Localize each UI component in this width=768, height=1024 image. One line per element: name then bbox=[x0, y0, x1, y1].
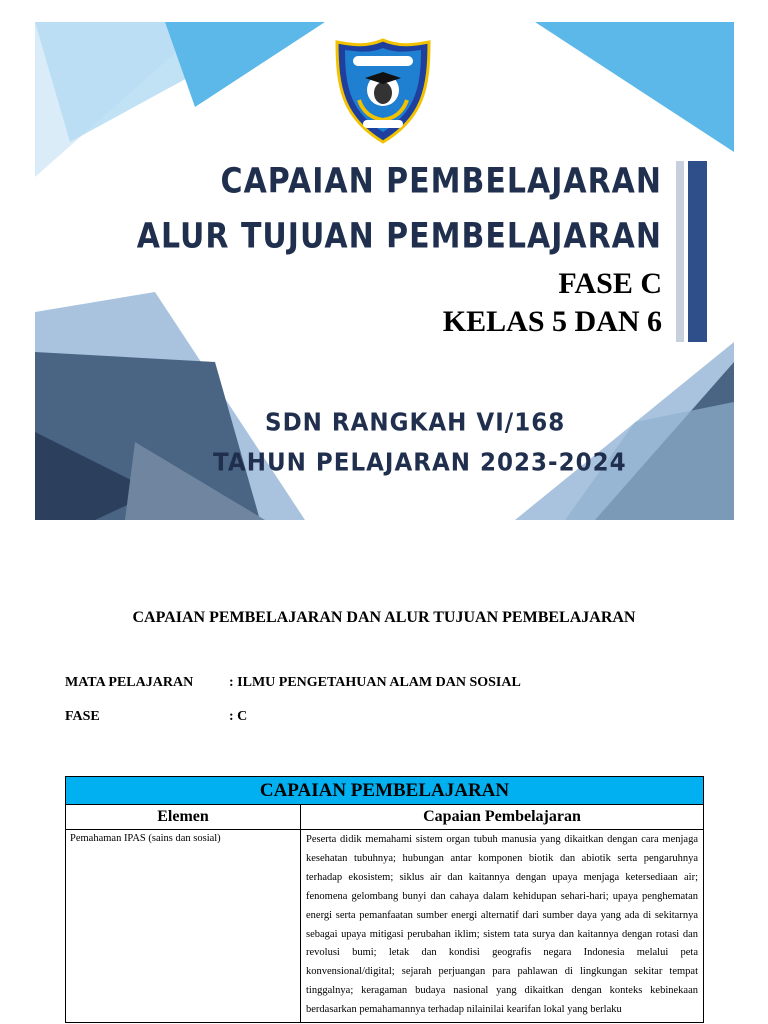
capaian-table bbox=[65, 776, 704, 1023]
column-header-elemen: Elemen bbox=[66, 805, 301, 830]
cell-elemen: Pemahaman IPAS (sains dan sosial) bbox=[66, 830, 301, 1023]
cover-fase: FASE C bbox=[558, 267, 662, 300]
cell-capaian: Peserta didik memahami sistem organ tubuh manusia yang dikaitkan dengan cara menjaga kesehatan tubuhnya; hubungan antar komponen biotik dan abiotik serta pengaruhnya terhadap ekosistem; siklus air dan kaitannya dengan upaya menjaga ketersediaan air; fenomena gelombang bunyi dan cahaya dalam kehidupan sehari-hari; upaya penghematan energi serta pemanfaatan sumber energi alternatif dari sumber daya yang ada di sekitarnya sebagai upaya mitigasi perubahan iklim; sistem tata surya dan kaitannya dengan rotasi dan revolusi bumi; letak dan kondisi geografis negara Indonesia melalui peta konvensional/digital; sejarah perjuangan para pahlawan di lingkungan sekitar tempat tinggalnya; keragaman budaya nasional yang dikaitkan dengan konteks kebinekaan berdasarkan pemahamannya terhadap nilainilai kearifan lokal yang berlaku bbox=[301, 830, 704, 1023]
fase-value: : C bbox=[229, 709, 248, 724]
table-header: CAPAIAN PEMBELAJARAN bbox=[66, 777, 704, 805]
accent-bar-light bbox=[676, 161, 684, 342]
table-row bbox=[66, 830, 704, 1023]
fase-label: FASE bbox=[65, 709, 100, 724]
cover-banner bbox=[35, 22, 734, 520]
mata-pelajaran-label: MATA PELAJARAN bbox=[65, 675, 194, 690]
cover-title-capaian: CAPAIAN PEMBELAJARAN bbox=[220, 161, 662, 202]
cover-kelas: KELAS 5 DAN 6 bbox=[442, 305, 662, 338]
accent-bar-dark bbox=[688, 161, 707, 342]
school-logo bbox=[335, 38, 431, 144]
cover-title-alur: ALUR TUJUAN PEMBELAJARAN bbox=[136, 216, 662, 257]
mata-pelajaran-value: : ILMU PENGETAHUAN ALAM DAN SOSIAL bbox=[229, 675, 521, 690]
document-title: CAPAIAN PEMBELAJARAN DAN ALUR TUJUAN PEMBELAJARAN bbox=[132, 609, 636, 626]
cover-school-year: TAHUN PELAJARAN 2023-2024 bbox=[213, 448, 627, 478]
cover-school-name: SDN RANGKAH VI/168 bbox=[265, 408, 566, 438]
column-header-capaian: Capaian Pembelajaran bbox=[301, 805, 704, 830]
